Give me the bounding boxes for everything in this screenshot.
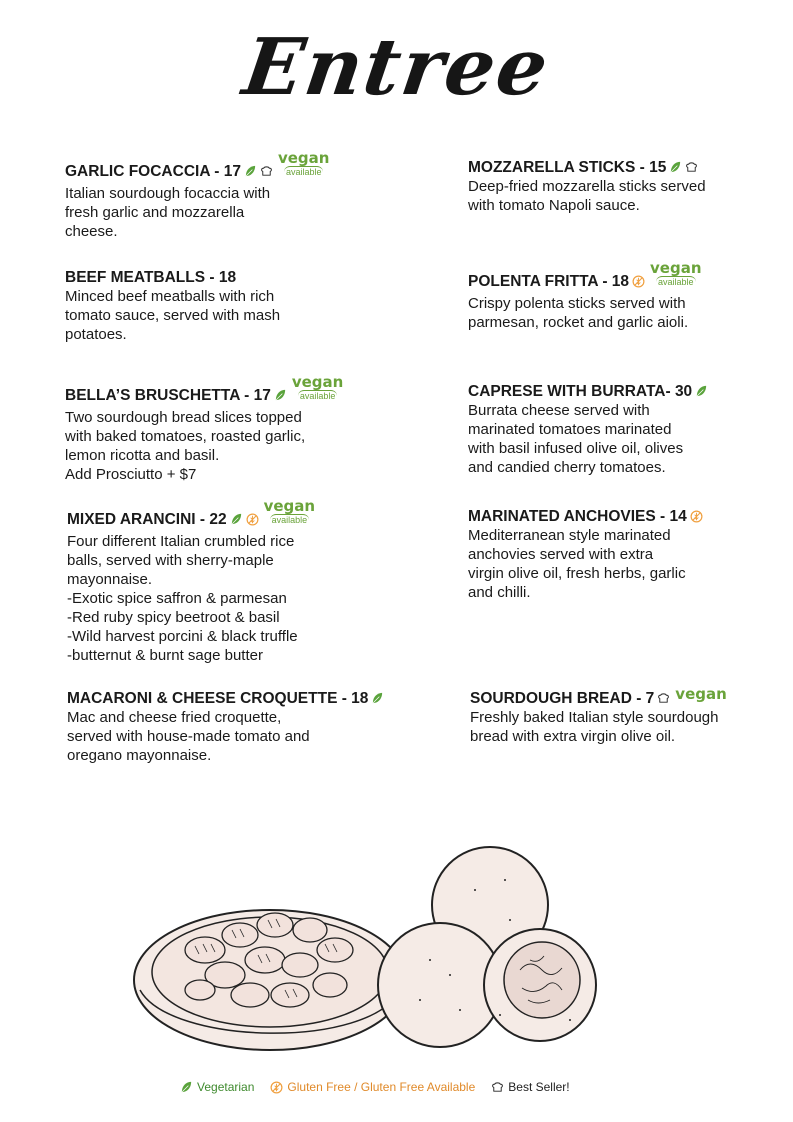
gluten-free-icon xyxy=(246,513,259,526)
item-description: Crispy polenta sticks served with parmesan, rocket and garlic aioli. xyxy=(468,295,689,331)
leaf-icon xyxy=(669,161,682,174)
vegan-badge-icon: vegan available xyxy=(277,149,330,177)
item-name: MACARONI & CHEESE CROQUETTE - 18 xyxy=(67,690,369,707)
menu-item-sourdough xyxy=(470,685,727,746)
vegan-badge-icon: vegan available xyxy=(650,259,702,287)
legend-gluten-free: Gluten Free / Gluten Free Available xyxy=(270,1080,475,1094)
leaf-icon xyxy=(230,513,243,526)
leaf-icon xyxy=(244,165,257,178)
item-name: GARLIC FOCACCIA - 17 xyxy=(65,162,241,180)
menu-item-anchovies xyxy=(468,507,703,602)
menu-item-mozzarella-sticks xyxy=(468,158,706,215)
vegan-badge-icon: vegan xyxy=(675,685,727,703)
item-name: BEEF MEATBALLS - 18 xyxy=(65,269,237,286)
chef-hat-icon xyxy=(260,165,273,178)
item-name: MIXED ARANCINI - 22 xyxy=(67,510,227,528)
gluten-free-icon xyxy=(270,1081,283,1094)
menu-item-arancini xyxy=(67,497,316,665)
chef-hat-icon xyxy=(491,1081,504,1094)
gluten-free-icon xyxy=(632,275,645,288)
menu-item-polenta-fritta xyxy=(468,259,702,332)
item-description: Two sourdough bread slices topped with baked tomatoes, roasted garlic, lemon ricotta and basil. Add Prosciutto + $7 xyxy=(65,409,306,483)
page-title: Entree xyxy=(237,22,556,113)
item-description: Minced beef meatballs with rich tomato sauce, served with mash potatoes. xyxy=(65,288,281,343)
item-name: CAPRESE WITH BURRATA- 30 xyxy=(468,383,693,400)
item-description: Four different Italian crumbled rice balls, served with sherry-maple mayonnaise. -Exotic spice saffron & parmesan -Red ruby spicy beetroot & basil -Wild harvest porcini & black truffle -butternut & burnt sage butter xyxy=(67,533,298,664)
menu-item-garlic-focaccia xyxy=(65,149,330,241)
gluten-free-icon xyxy=(690,510,703,523)
item-name: MOZZARELLA STICKS - 15 xyxy=(468,159,667,176)
menu-item-caprese xyxy=(468,382,708,477)
item-name: SOURDOUGH BREAD - 7 xyxy=(470,690,655,707)
item-description: Mediterranean style marinated anchovies served with extra virgin olive oil, fresh herbs, garlic and chilli. xyxy=(468,527,686,601)
legend-vegetarian: Vegetarian xyxy=(180,1080,254,1094)
food-illustration xyxy=(130,840,600,1070)
legend xyxy=(180,1080,570,1094)
leaf-icon xyxy=(695,385,708,398)
menu-item-bruschetta xyxy=(65,373,344,484)
item-name: MARINATED ANCHOVIES - 14 xyxy=(468,508,687,525)
leaf-icon xyxy=(371,692,384,705)
vegan-badge-icon: vegan available xyxy=(263,497,316,525)
item-description: Italian sourdough focaccia with fresh garlic and mozzarella cheese. xyxy=(65,185,271,240)
chef-hat-icon xyxy=(685,161,698,174)
item-name: POLENTA FRITTA - 18 xyxy=(468,272,630,290)
menu-item-mac-cheese xyxy=(67,689,384,765)
menu-item-beef-meatballs xyxy=(65,268,280,344)
leaf-icon xyxy=(274,389,287,402)
item-description: Mac and cheese fried croquette, served with house-made tomato and oregano mayonnaise. xyxy=(67,709,310,764)
chef-hat-icon xyxy=(657,692,670,705)
item-description: Burrata cheese served with marinated tomatoes marinated with basil infused olive oil, olives and candied cherry tomatoes. xyxy=(468,402,684,476)
legend-best-seller: Best Seller! xyxy=(491,1080,569,1094)
vegan-badge-icon: vegan available xyxy=(291,373,344,401)
leaf-icon xyxy=(180,1081,193,1094)
item-description: Deep-fried mozzarella sticks served with tomato Napoli sauce. xyxy=(468,178,706,214)
item-name: BELLA’S BRUSCHETTA - 17 xyxy=(65,386,271,404)
item-description: Freshly baked Italian style sourdough bread with extra virgin olive oil. xyxy=(470,709,719,745)
